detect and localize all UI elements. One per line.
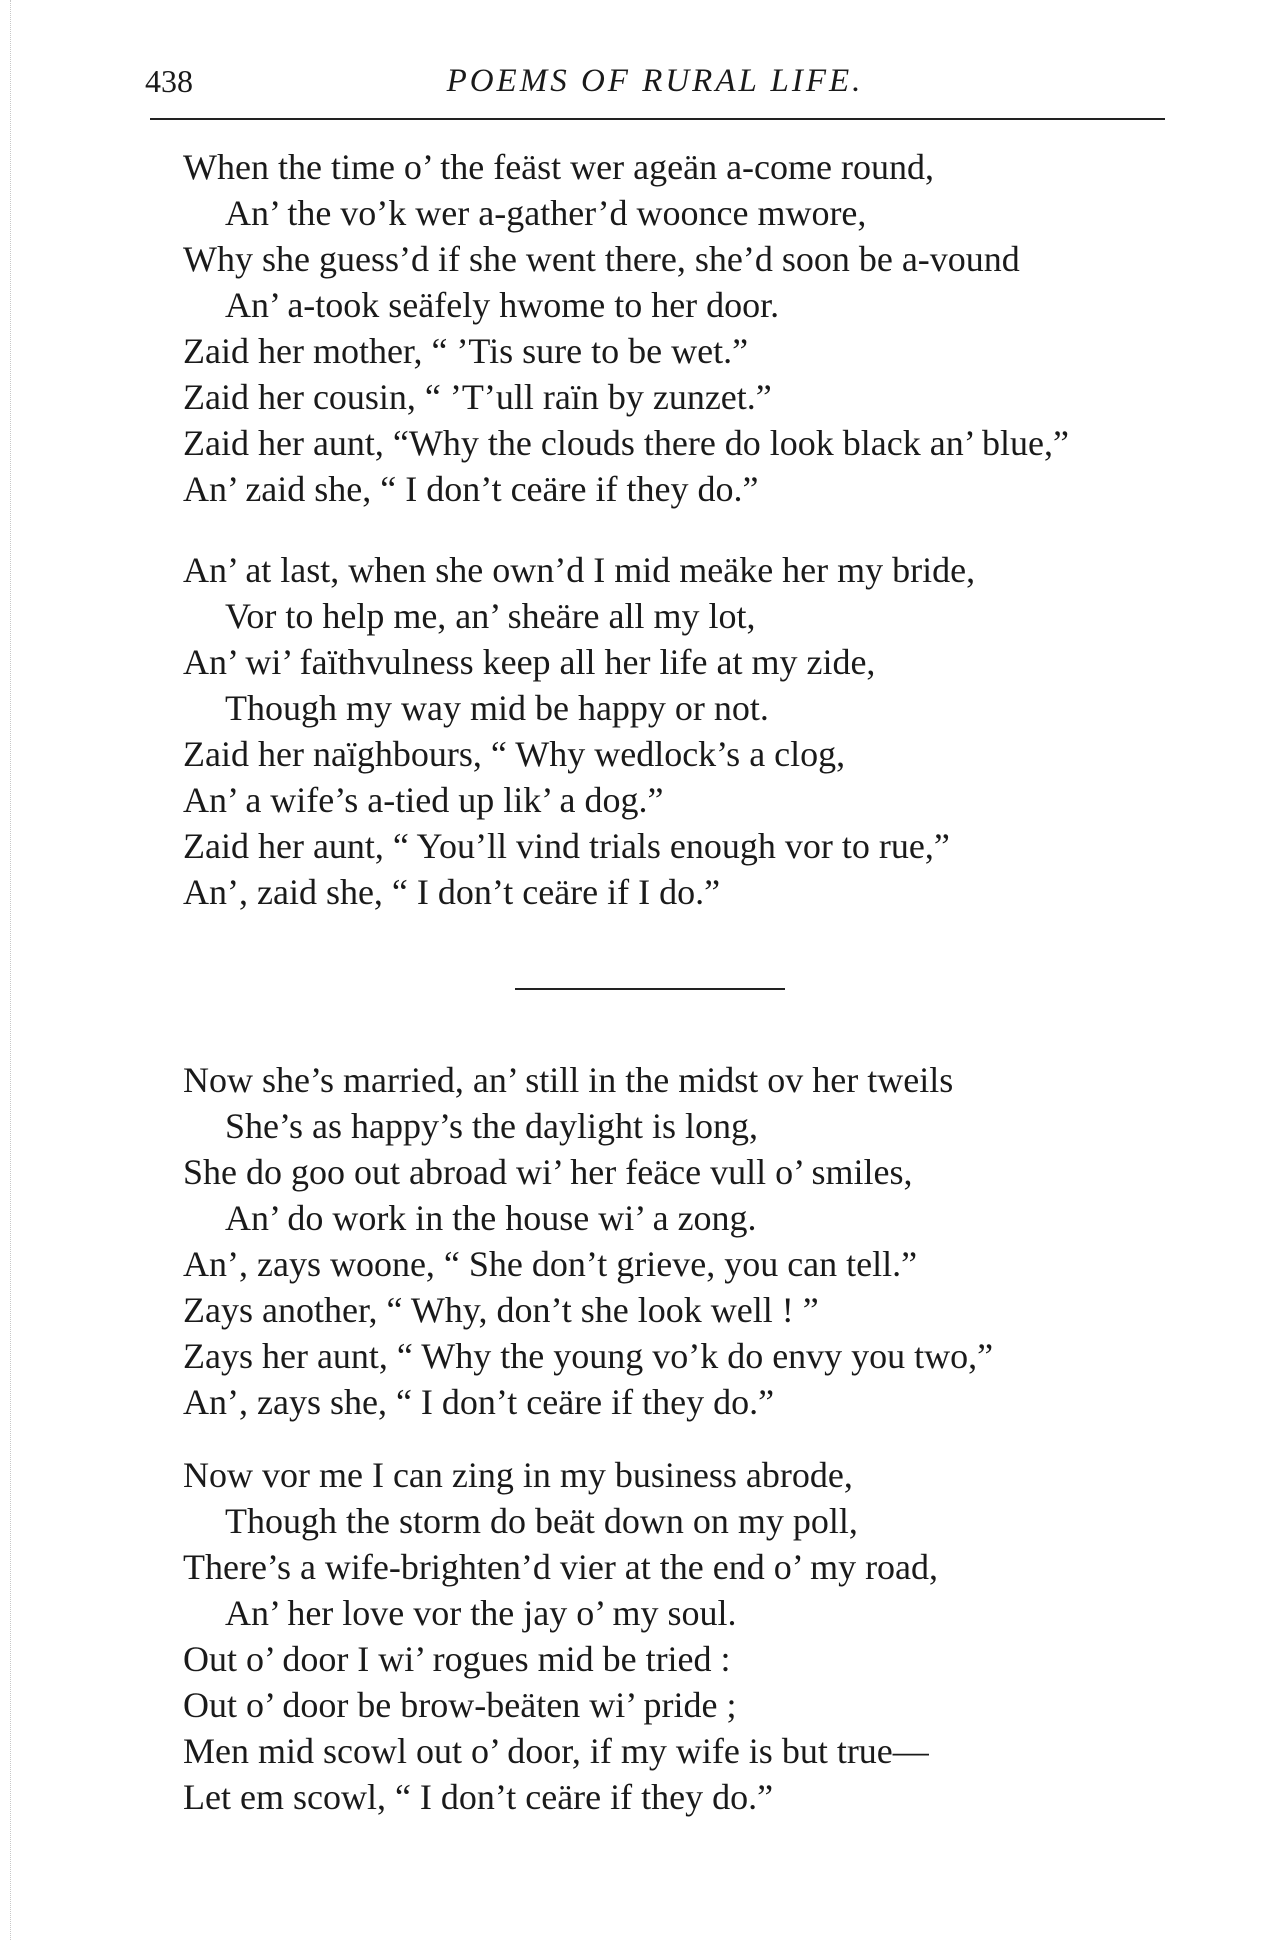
verse-line: An’ a-took seäfely hwome to her door. — [225, 285, 780, 325]
verse-line: An’ do work in the house wi’ a zong. — [225, 1198, 757, 1238]
stanza-3 — [183, 1057, 1183, 1425]
page-number: 438 — [145, 63, 193, 99]
verse-line: An’, zays she, “ I don’t ceäre if they do.” — [183, 1382, 775, 1422]
stanza-2 — [183, 547, 1183, 915]
verse-line: There’s a wife-brighten’d vier at the end o’ my road, — [183, 1547, 939, 1587]
verse-line: Out o’ door I wi’ rogues mid be tried : — [183, 1639, 731, 1679]
page-edge-line — [10, 0, 11, 1940]
header-rule — [150, 118, 1165, 120]
verse-line: An’ wi’ faïthvulness keep all her life at my zide, — [183, 642, 876, 682]
verse-line: When the time o’ the feäst wer ageän a-come round, — [183, 147, 934, 187]
verse-line: Zaid her mother, “ ’Tis sure to be wet.” — [183, 331, 749, 371]
section-separator — [515, 988, 785, 990]
verse-line: Zaid her aunt, “Why the clouds there do look black an’ blue,” — [183, 423, 1070, 463]
stanza-4 — [183, 1452, 1183, 1820]
verse-line: Zays her aunt, “ Why the young vo’k do envy you two,” — [183, 1336, 994, 1376]
verse-line: She’s as happy’s the daylight is long, — [225, 1106, 758, 1146]
verse-line: An’ the vo’k wer a-gather’d woonce mwore, — [225, 193, 867, 233]
verse-line: She do goo out abroad wi’ her feäce vull o’ smiles, — [183, 1152, 913, 1192]
verse-line: Why she guess’d if she went there, she’d soon be a-vound — [183, 239, 1020, 279]
verse-line: An’ zaid she, “ I don’t ceäre if they do.” — [183, 469, 759, 509]
stanza-1 — [183, 144, 1183, 512]
verse-line: Zaid her naïghbours, “ Why wedlock’s a clog, — [183, 734, 846, 774]
verse-line: Zaid her aunt, “ You’ll vind trials enough vor to rue,” — [183, 826, 950, 866]
verse-line: Though my way mid be happy or not. — [225, 688, 769, 728]
running-title: POEMS OF RURAL LIFE. — [446, 63, 864, 99]
verse-line: An’ her love vor the jay o’ my soul. — [225, 1593, 737, 1633]
verse-line: An’ a wife’s a-tied up lik’ a dog.” — [183, 780, 664, 820]
verse-line: Let em scowl, “ I don’t ceäre if they do.” — [183, 1777, 774, 1817]
verse-line: Now she’s married, an’ still in the midst ov her tweils — [183, 1060, 954, 1100]
verse-line: An’, zays woone, “ She don’t grieve, you can tell.” — [183, 1244, 918, 1284]
verse-line: Now vor me I can zing in my business abrode, — [183, 1455, 853, 1495]
verse-line: Men mid scowl out o’ door, if my wife is but true— — [183, 1731, 929, 1771]
verse-line: Zaid her cousin, “ ’T’ull raïn by zunzet.” — [183, 377, 772, 417]
verse-line: Though the storm do beät down on my poll, — [225, 1501, 858, 1541]
verse-line: An’, zaid she, “ I don’t ceäre if I do.” — [183, 872, 721, 912]
verse-line: Zays another, “ Why, don’t she look well ! ” — [183, 1290, 819, 1330]
verse-line: An’ at last, when she own’d I mid meäke her my bride, — [183, 550, 976, 590]
verse-line: Vor to help me, an’ sheäre all my lot, — [225, 596, 756, 636]
page-header — [145, 56, 1165, 106]
verse-line: Out o’ door be brow-beäten wi’ pride ; — [183, 1685, 737, 1725]
